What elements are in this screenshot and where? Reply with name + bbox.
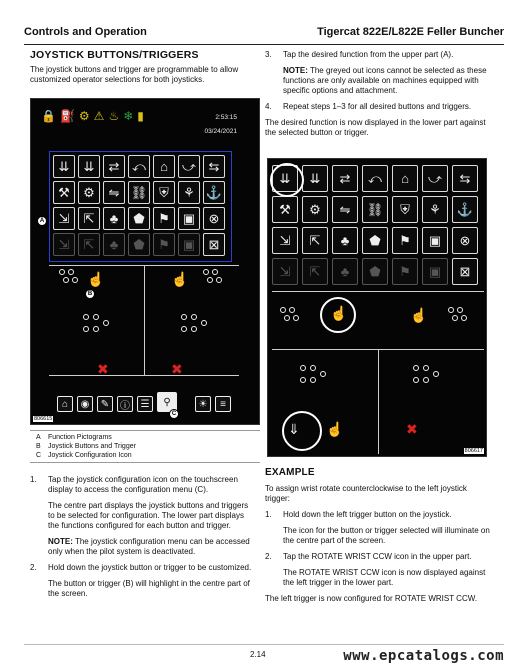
boom-down-icon[interactable]: ⇲ bbox=[272, 258, 298, 285]
function-pictogram-grid bbox=[53, 155, 225, 256]
section-title: JOYSTICK BUTTONS/TRIGGERS bbox=[30, 49, 199, 61]
rotate-wrist-cw-icon[interactable]: ⇊ bbox=[78, 155, 100, 178]
step-4: 4. Repeat steps 1–3 for all desired buttons and triggers. bbox=[265, 102, 472, 111]
tree-icon[interactable]: ♣ bbox=[332, 227, 358, 254]
settings-icon[interactable]: ☰ bbox=[137, 396, 153, 412]
record-icon[interactable]: ▣ bbox=[422, 227, 448, 254]
swing-icon[interactable]: ⇆ bbox=[203, 155, 225, 178]
example-intro: To assign wrist rotate counterclockwise to the left joystick trigger: bbox=[265, 484, 467, 503]
watermark-site[interactable]: www.epcatalogs.com bbox=[343, 648, 504, 664]
unassigned-trigger-icon: ✖ bbox=[97, 361, 109, 377]
rotate-wrist-cw-icon[interactable]: ⇊ bbox=[302, 165, 328, 192]
left-trigger-hand-icon[interactable]: ☝ bbox=[330, 305, 348, 321]
tree-icon[interactable]: ♣ bbox=[103, 207, 125, 230]
right-joystick-buttons[interactable] bbox=[448, 307, 474, 323]
intro-text: The joystick buttons and trigger are programmable to allow customized operator selections for both joysticks. bbox=[30, 65, 239, 84]
brightness-icon[interactable]: ☀ bbox=[195, 396, 211, 412]
clock-date: 03/24/2021 bbox=[204, 128, 237, 135]
joystick-configuration-icon[interactable]: ⚲ bbox=[157, 392, 177, 412]
saw-icon[interactable]: ⌂ bbox=[392, 165, 418, 192]
felling-head-icon[interactable]: ⚘ bbox=[178, 181, 200, 204]
grab-icon[interactable]: ⚓ bbox=[203, 181, 225, 204]
tree-icon[interactable]: ♣ bbox=[332, 258, 358, 285]
arm-open-icon[interactable]: ⤺ bbox=[128, 155, 150, 178]
left-joystick-buttons[interactable] bbox=[280, 307, 306, 323]
guard-icon[interactable]: ⛨ bbox=[392, 196, 418, 223]
display-screenshot-configuration bbox=[30, 98, 260, 425]
tree-icon[interactable]: ♣ bbox=[103, 233, 125, 256]
example-step-1: 1. Hold down the left trigger button on the joystick. bbox=[265, 510, 452, 519]
head-tilt-icon[interactable]: ⚒ bbox=[272, 196, 298, 223]
oil-icon: ⛽ bbox=[59, 109, 75, 123]
example-section bbox=[265, 468, 490, 604]
left-steps bbox=[30, 475, 255, 599]
left-config-rosette bbox=[300, 365, 330, 391]
footer-rule bbox=[24, 644, 504, 645]
example-conclusion: The left trigger is now configured for ROTATE WRIST CCW. bbox=[265, 594, 478, 603]
turtle-icon[interactable]: ⬟ bbox=[362, 227, 388, 254]
left-config-rosette bbox=[83, 314, 113, 340]
turtle-icon[interactable]: ⬟ bbox=[128, 207, 150, 230]
step-2: 2. Hold down the joystick button or trigger to be customized. bbox=[30, 563, 252, 572]
left-joystick-buttons[interactable] bbox=[59, 269, 85, 285]
example-step-2-detail: The ROTATE WRIST CCW icon is now displayed against the left trigger in the lower part. bbox=[283, 568, 486, 587]
result-text: The desired function is now displayed in the lower part against the selected button or trigger. bbox=[265, 118, 486, 137]
note-3: NOTE: The greyed out icons cannot be selected as these functions are only available on machines equipped with specific options and attachment. bbox=[283, 66, 487, 95]
rotate-wrist-ccw-icon: ⇓ bbox=[288, 421, 300, 437]
boom-icon[interactable]: ⇋ bbox=[103, 181, 125, 204]
note-1: NOTE: The joystick configuration menu can be accessed only when the pilot system is deactivated. bbox=[48, 537, 250, 556]
snowflake-icon: ❄ bbox=[123, 109, 134, 123]
callout-b: B bbox=[85, 289, 95, 299]
divider bbox=[378, 349, 379, 454]
figure-id: 806615 bbox=[34, 416, 53, 422]
cancel-icon[interactable]: ⊗ bbox=[452, 227, 478, 254]
engine-icon[interactable]: ◉ bbox=[77, 396, 93, 412]
tilt-icon[interactable]: ⇄ bbox=[103, 155, 125, 178]
chain-icon[interactable]: ⛓ bbox=[362, 196, 388, 223]
temp-icon: ♨ bbox=[108, 109, 120, 123]
engine-icon: ⚠ bbox=[93, 109, 105, 123]
lock-icon: 🔒 bbox=[41, 109, 56, 123]
swing-icon[interactable]: ⇆ bbox=[452, 165, 478, 192]
chain-icon[interactable]: ⛓ bbox=[128, 181, 150, 204]
boom-icon: ⚙ bbox=[78, 109, 90, 123]
left-trigger-hand-icon[interactable]: ☝ bbox=[87, 271, 105, 287]
flag-icon[interactable]: ⚑ bbox=[392, 258, 418, 285]
step-1: 1. Tap the joystick configuration icon on the touchscreen display to access the configuration menu (C). bbox=[30, 475, 238, 494]
right-steps bbox=[265, 50, 490, 138]
divider bbox=[272, 291, 484, 292]
figure-legend bbox=[30, 430, 260, 463]
right-config-rosette bbox=[413, 365, 443, 391]
home-icon[interactable]: ⌂ bbox=[57, 396, 73, 412]
flag-icon[interactable]: ⚑ bbox=[153, 233, 175, 256]
page-header bbox=[24, 26, 504, 44]
right-trigger-hand-icon[interactable]: ☝ bbox=[171, 271, 189, 287]
boom-down-icon[interactable]: ⇲ bbox=[272, 227, 298, 254]
arm-open-icon[interactable]: ⤺ bbox=[362, 165, 388, 192]
left-trigger-hand-icon: ☝ bbox=[326, 421, 344, 437]
step-1-detail: The centre part displays the joystick buttons and triggers to be selected for configuration. The lower part displays the functions configured for each button and trigger. bbox=[48, 501, 249, 530]
boom-up-icon[interactable]: ⇱ bbox=[302, 258, 328, 285]
header-rule bbox=[24, 44, 504, 45]
example-step-1-detail: The icon for the button or trigger selected will illuminate on the centre part of the screen. bbox=[283, 526, 490, 545]
step-3: 3. Tap the desired function from the upper part (A). bbox=[265, 50, 454, 59]
callout-c: C bbox=[169, 409, 179, 419]
figure-id: 806617 bbox=[464, 448, 483, 454]
wrench-icon[interactable]: ✎ bbox=[97, 396, 113, 412]
clock bbox=[204, 113, 237, 136]
record-icon[interactable]: ▣ bbox=[178, 207, 200, 230]
step-2-detail: The button or trigger (B) will highlight in the centre part of the screen. bbox=[48, 579, 250, 598]
clear-icon[interactable]: ⊠ bbox=[203, 233, 225, 256]
turtle-icon[interactable]: ⬟ bbox=[128, 233, 150, 256]
boom-up-icon[interactable]: ⇱ bbox=[302, 227, 328, 254]
felling-head-icon[interactable]: ⚘ bbox=[422, 196, 448, 223]
clear-icon[interactable]: ⊠ bbox=[452, 258, 478, 285]
header-title: Tigercat 822E/L822E Feller Buncher bbox=[317, 26, 504, 38]
grab-icon[interactable]: ⚓ bbox=[452, 196, 478, 223]
unassigned-trigger-icon: ✖ bbox=[171, 361, 183, 377]
boom-up-icon[interactable]: ⇱ bbox=[78, 207, 100, 230]
left-intro bbox=[30, 50, 255, 85]
boom-down-icon[interactable]: ⇲ bbox=[53, 207, 75, 230]
gear-icon[interactable]: ⚙ bbox=[302, 196, 328, 223]
clock-time: 2:53:15 bbox=[215, 114, 237, 121]
divider bbox=[49, 375, 239, 376]
flag-icon[interactable]: ⚑ bbox=[153, 207, 175, 230]
rotate-wrist-ccw-icon[interactable]: ⇊ bbox=[272, 165, 298, 192]
callout-a: A bbox=[37, 216, 47, 226]
cancel-icon[interactable]: ⊗ bbox=[203, 207, 225, 230]
page-number: 2.14 bbox=[250, 650, 266, 659]
display-screenshot-example bbox=[267, 158, 487, 457]
turtle-icon[interactable]: ⬟ bbox=[362, 258, 388, 285]
unassigned-trigger-icon: ✖ bbox=[406, 421, 418, 437]
divider bbox=[272, 349, 484, 350]
legend-row: B Joystick Buttons and Trigger bbox=[36, 443, 136, 450]
tilt-icon[interactable]: ⇄ bbox=[332, 165, 358, 192]
bottom-toolbar bbox=[57, 396, 231, 412]
gear-icon[interactable]: ⚙ bbox=[78, 181, 100, 204]
header-section: Controls and Operation bbox=[24, 26, 147, 38]
arm-close-icon[interactable]: ⤻ bbox=[422, 165, 448, 192]
boom-up-icon[interactable]: ⇱ bbox=[78, 233, 100, 256]
boom-icon[interactable]: ⇋ bbox=[332, 196, 358, 223]
boom-down-icon[interactable]: ⇲ bbox=[53, 233, 75, 256]
record-icon[interactable]: ▣ bbox=[422, 258, 448, 285]
example-step-2: 2. Tap the ROTATE WRIST CCW icon in the upper part. bbox=[265, 552, 472, 561]
saw-icon[interactable]: ⌂ bbox=[153, 155, 175, 178]
guard-icon[interactable]: ⛨ bbox=[153, 181, 175, 204]
menu-icon[interactable]: ≡ bbox=[215, 396, 231, 412]
flag-icon[interactable]: ⚑ bbox=[392, 227, 418, 254]
legend-row: C Joystick Configuration Icon bbox=[36, 452, 132, 459]
head-tilt-icon[interactable]: ⚒ bbox=[53, 181, 75, 204]
record-icon[interactable]: ▣ bbox=[178, 233, 200, 256]
example-title: EXAMPLE bbox=[265, 467, 315, 478]
right-config-rosette bbox=[181, 314, 211, 340]
arm-close-icon[interactable]: ⤻ bbox=[178, 155, 200, 178]
info-icon[interactable]: ⓘ bbox=[117, 396, 133, 412]
divider bbox=[144, 265, 145, 375]
right-trigger-hand-icon[interactable]: ☝ bbox=[410, 307, 428, 323]
legend-row: A Function Pictograms bbox=[36, 434, 112, 441]
status-icons bbox=[41, 109, 144, 123]
battery-icon: ▮ bbox=[137, 109, 144, 123]
right-joystick-buttons[interactable] bbox=[203, 269, 229, 285]
selection-highlight bbox=[270, 163, 304, 197]
rotate-wrist-ccw-icon[interactable]: ⇊ bbox=[53, 155, 75, 178]
